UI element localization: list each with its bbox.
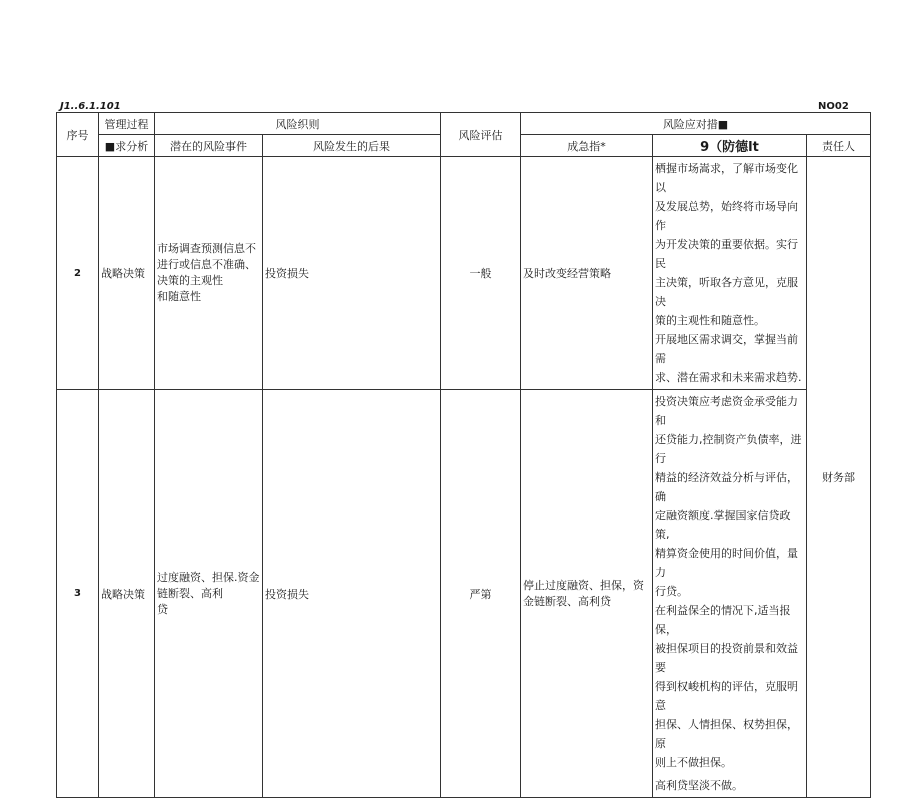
row-consequence: 投资损失 [263,157,441,390]
row-process: 战略决策 [99,390,155,798]
event-line: 贷 [157,602,168,616]
row-number: 2 [57,157,99,390]
row-consequence: 投资损失 [263,390,441,798]
prevention-line: 则上不做担保。 [655,756,732,769]
row-event [155,157,263,390]
header-assessment: 风险评估 [441,113,521,157]
owner-cell: 财务部 [807,157,871,798]
event-line: 进行或信息不准确、 [157,258,256,271]
prevention-line: 担保、人情担保、权势担保，原 [655,718,798,750]
prevention-line: 行贷。 [655,585,688,598]
header-owner: 责任人 [807,135,871,157]
prevention-line: 定融资额度.掌握国家信贷政策, [655,509,791,541]
document-code-right: NO02 [818,101,849,112]
event-line: 和随意性 [157,290,201,303]
document-code-left: J1..6.1.101 [60,101,121,112]
prevention-line: 及发展总势，始终将市场导向作 [655,200,798,232]
event-line: 过度融资、担保.资金 [157,570,260,584]
prevention-line: 还贷能力,控制资产负债率，进行 [655,433,802,465]
table-row [57,390,871,798]
row-emergency: 及时改变经营策略 [521,157,653,390]
header-prevention: 9（防德lt [653,135,807,157]
event-line: 链断裂、高利 [157,586,223,600]
header-process-top: 管理过程 [99,113,155,135]
prevention-line: 策的主观性和随意性。 [655,314,765,327]
row-prevention [653,157,807,390]
row-assessment: 一般 [441,157,521,390]
row-prevention [653,390,807,798]
header-row-1 [57,113,871,135]
header-consequence: 风险发生的后果 [263,135,441,157]
row-emergency [521,390,653,798]
header-risk-id: 风险织则 [155,113,441,135]
prevention-line: 求、潜在需求和未来需求趋势. [655,371,802,384]
row-number: 3 [57,390,99,798]
prevention-line: 得到权峻机构的评估，克服明意 [655,680,798,712]
prevention-line: 精算资金使用的时间价值，量力 [655,547,798,579]
prevention-line: 被担保项目的投资前景和效益要 [655,642,798,674]
header-emergency: 成急指* [521,135,653,157]
prevention-line: 开展地区需求调交，掌握当前需 [655,333,798,365]
header-potential-event: 潜在的风险事件 [155,135,263,157]
header-response: 风险应对措■ [521,113,871,135]
row-process: 战略决策 [99,157,155,390]
prevention-line: 精益的经济效益分析与评估，确 [655,471,798,503]
emergency-line: 金链断裂、高利贷 [523,594,611,608]
row-event [155,390,263,798]
emergency-line: 停止过度融资、担保，资 [523,578,644,592]
prevention-line: 在利益保全的情况下,适当报保， [655,604,791,636]
prevention-line: 高利贷坚淡不做。 [655,779,743,792]
prevention-line: 为开发决策的重要依据。实行民 [655,238,798,270]
header-process-bottom: ■求分析 [99,135,155,157]
event-line: 市场调查预测信息不 [157,242,256,255]
row-assessment: 严第 [441,390,521,798]
prevention-line: 栖握市场嵩求，了解市场变化以 [655,162,798,194]
header-seq: 序号 [57,113,99,157]
table-row [57,157,871,390]
prevention-line: 主决策，听取各方意见，克服决 [655,276,798,308]
risk-table [56,112,871,798]
event-line: 决策的主观性 [157,274,223,287]
prevention-line: 投资决策应考虑资金承受能力和 [655,395,798,427]
